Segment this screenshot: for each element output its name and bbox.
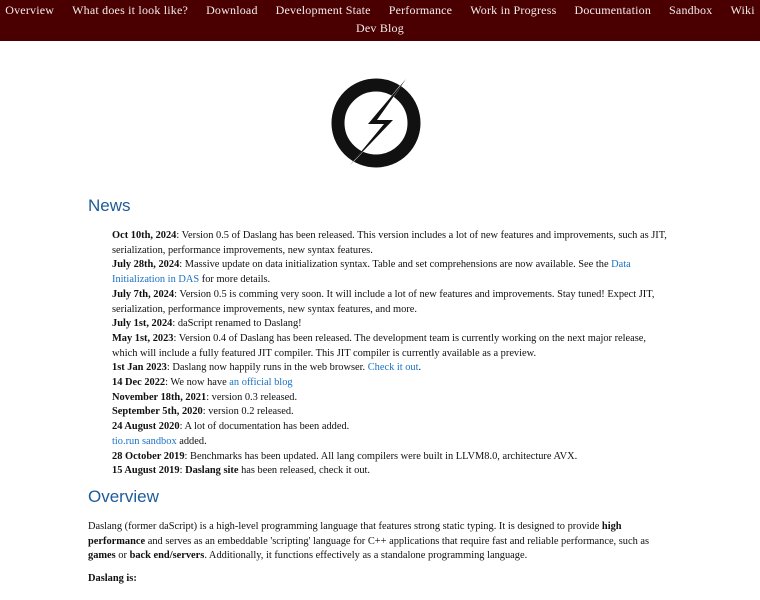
overview-text: Daslang (former daScript) is a high-level programming language that features strong static typing. It is designed to provide <box>88 520 602 532</box>
news-text: : version 0.2 released. <box>202 406 294 418</box>
news-item <box>112 332 670 361</box>
overview-text: and serves as an embeddable 'scripting' language for C++ applications that require fast and reliable performance, such as <box>145 535 650 547</box>
news-date: July 1st, 2024 <box>112 318 173 330</box>
daslang-is-label: Daslang is: <box>88 573 137 585</box>
news-text: : version 0.3 released. <box>206 391 298 403</box>
news-date: July 7th, 2024 <box>112 288 175 300</box>
news-date: 24 August 2020 <box>112 421 180 433</box>
news-date: Oct 10th, 2024 <box>112 230 177 241</box>
news-item <box>112 288 670 317</box>
overview-bold-games: games <box>88 550 116 562</box>
news-text: : Version 0.4 of Daslang has been released. The development team is currently working on the next major release, which will include a fully featured JIT compiler. This JIT compiler is currently available as a preview. <box>112 332 647 359</box>
top-navigation <box>0 0 760 41</box>
nav-row-1 <box>0 0 760 18</box>
nav-dev-blog[interactable]: Dev Blog <box>356 21 404 35</box>
news-list <box>0 229 760 479</box>
news-item <box>112 435 670 450</box>
news-text: : <box>179 465 186 477</box>
nav-documentation[interactable]: Documentation <box>574 3 652 17</box>
nav-performance[interactable]: Performance <box>388 3 453 17</box>
news-text: : Benchmarks has been updated. All lang compilers were built in LLVM8.0, architecture AVX. <box>184 450 578 462</box>
news-item <box>112 361 670 376</box>
nav-development-state[interactable]: Development State <box>275 3 371 17</box>
news-text: for more details. <box>199 274 271 286</box>
daslang-logo-icon <box>330 71 430 173</box>
overview-text: . Additionally, it functions effectively as a standalone programming language. <box>204 550 528 562</box>
news-heading: News <box>88 196 131 215</box>
news-date: November 18th, 2021 <box>112 391 207 403</box>
news-item <box>112 229 670 258</box>
nav-work-in-progress[interactable]: Work in Progress <box>470 3 557 17</box>
data-initialization-link[interactable]: Data Initialization in DAS <box>112 259 631 286</box>
news-date: 1st Jan 2023 <box>112 362 167 374</box>
tio-run-sandbox-link[interactable]: tio.run sandbox <box>112 435 177 447</box>
news-date: September 5th, 2020 <box>112 406 203 418</box>
news-item <box>112 420 670 435</box>
overview-paragraph <box>0 520 760 564</box>
overview-bold-high-performance: high performance <box>88 520 622 547</box>
logo <box>0 71 760 173</box>
nav-sandbox[interactable]: Sandbox <box>669 3 713 17</box>
news-date: 15 August 2019 <box>112 465 180 477</box>
nav-overview[interactable]: Overview <box>5 3 55 17</box>
news-item <box>112 317 670 332</box>
news-text: : Massive update on data initialization syntax. Table and set comprehensions are now available. See the <box>179 259 612 271</box>
news-text: : We now have <box>165 377 230 389</box>
overview-heading: Overview <box>88 486 159 506</box>
news-item <box>112 258 670 287</box>
news-item <box>112 376 670 391</box>
overview-bold-back-end: back end/servers <box>129 550 205 562</box>
news-item <box>112 391 670 406</box>
news-text: : daScript renamed to Daslang! <box>172 318 302 330</box>
news-date: 14 Dec 2022 <box>112 377 166 389</box>
nav-what-does-it-look-like[interactable]: What does it look like? <box>72 3 189 17</box>
news-date: July 28th, 2024 <box>112 259 180 271</box>
news-item <box>112 450 670 465</box>
nav-wiki[interactable]: Wiki <box>730 3 755 17</box>
news-text: has been released, check it out. <box>238 465 371 477</box>
news-date: May 1st, 2023 <box>112 332 174 344</box>
check-it-out-link[interactable]: Check it out <box>367 362 419 374</box>
news-text: : A lot of documentation has been added. <box>179 421 350 433</box>
nav-row-2 <box>0 18 760 36</box>
news-text: : Daslang now happily runs in the web browser. <box>166 362 368 374</box>
news-date: 28 October 2019 <box>112 450 185 462</box>
news-text: added. <box>176 435 207 447</box>
nav-download[interactable]: Download <box>206 3 258 17</box>
official-blog-link[interactable]: an official blog <box>229 377 293 389</box>
news-text: : Version 0.5 of Daslang has been released. This version includes a lot of new features and improvements, such as JIT, serialization, performance improvements, new syntax features. <box>112 230 667 256</box>
overview-text: or <box>115 550 130 562</box>
news-item <box>112 405 670 420</box>
news-item <box>112 464 670 479</box>
daslang-site-label: Daslang site <box>185 465 239 477</box>
news-text: . <box>418 362 422 374</box>
news-text: : Version 0.5 is comming very soon. It will include a lot of new features and improvements. Stay tuned! Expect JIT, serialization, performance improvements, new syntax features, and more. <box>112 288 655 315</box>
